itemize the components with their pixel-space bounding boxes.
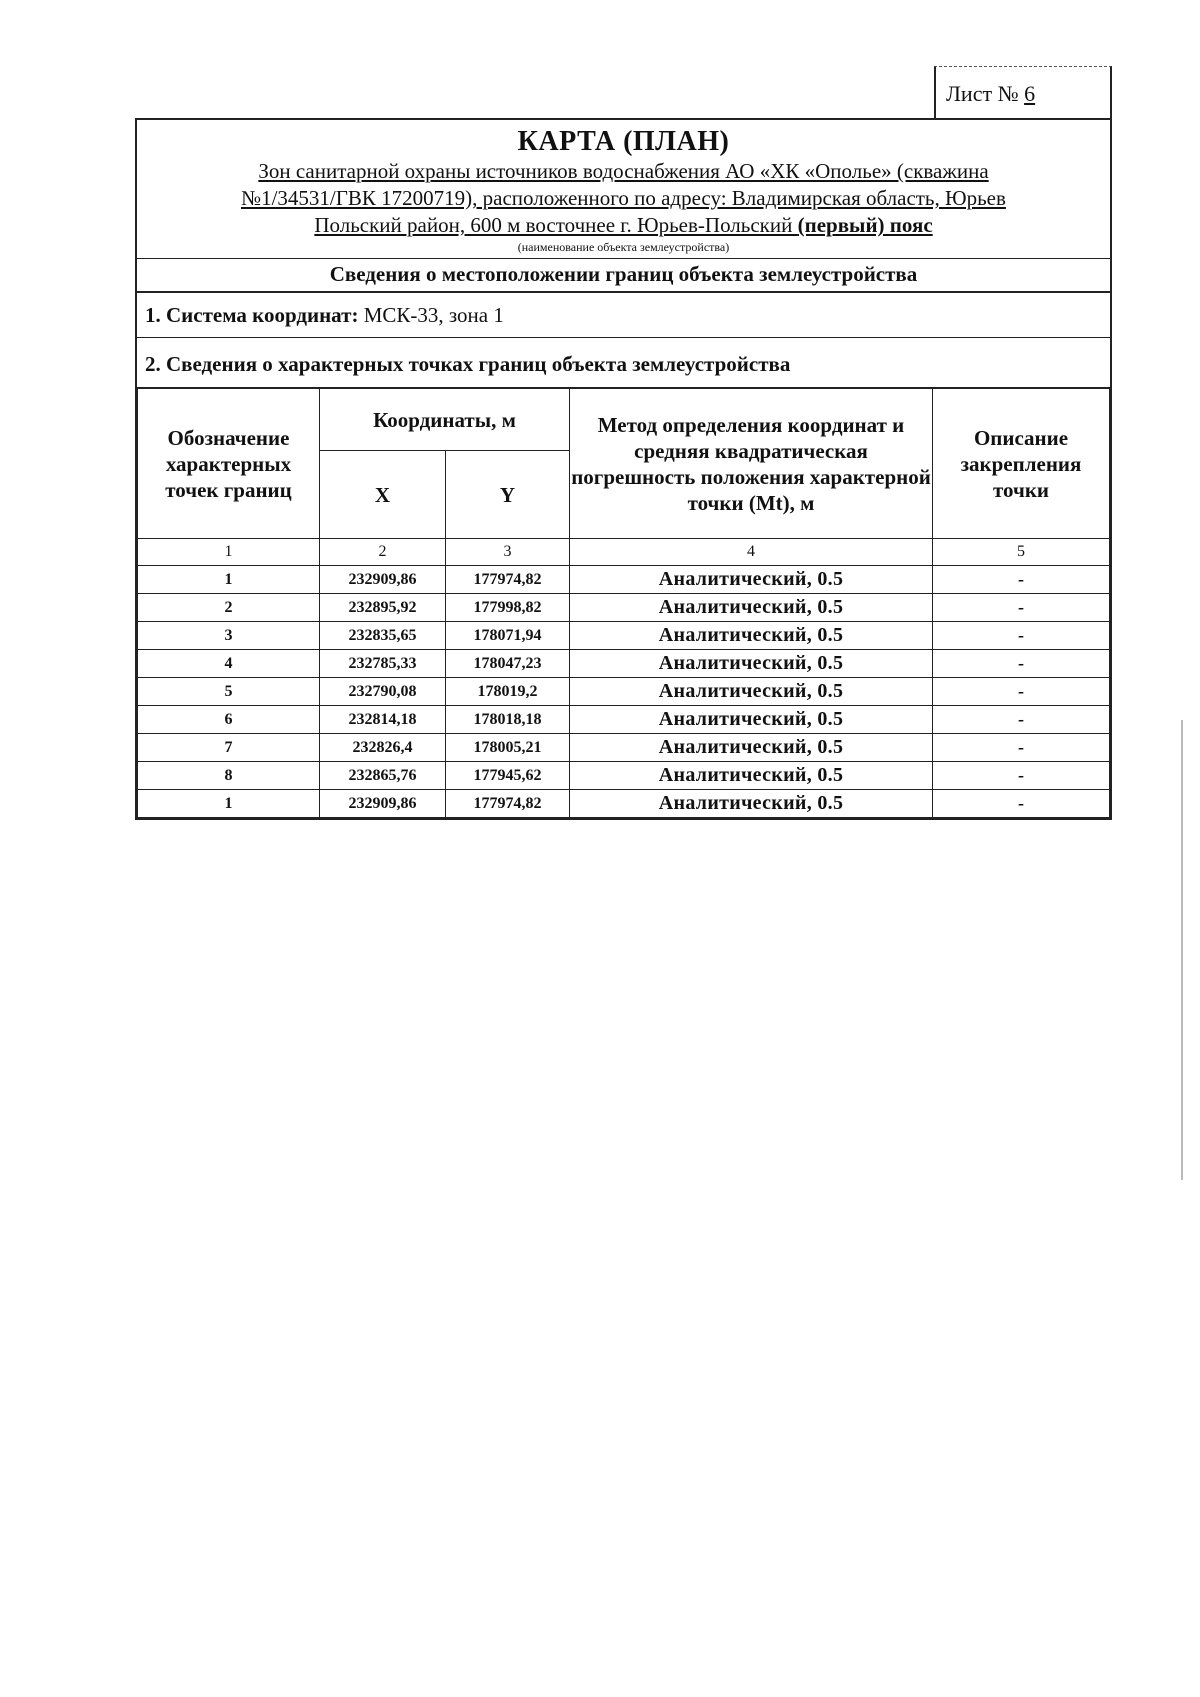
cell-point: 2 xyxy=(138,594,320,622)
cell-description: - xyxy=(933,734,1110,762)
cell-point: 1 xyxy=(138,566,320,594)
cell-description: - xyxy=(933,650,1110,678)
cell-point: 6 xyxy=(138,706,320,734)
header-coordinates: Координаты, м xyxy=(320,389,570,451)
table-row xyxy=(138,566,1110,594)
cell-method: Аналитический, 0.5 xyxy=(570,762,933,790)
cell-description: - xyxy=(933,622,1110,650)
document-title: КАРТА (ПЛАН) xyxy=(517,126,730,157)
header-block xyxy=(137,120,1110,259)
table-row xyxy=(138,762,1110,790)
sheet-number: 6 xyxy=(1024,81,1036,106)
cell-y: 177998,82 xyxy=(446,594,570,622)
table-row xyxy=(138,706,1110,734)
cell-y: 177974,82 xyxy=(446,566,570,594)
cell-x: 232865,76 xyxy=(320,762,446,790)
table-row xyxy=(138,678,1110,706)
table-body xyxy=(138,539,1110,818)
points-section-title: 2. Сведения о характерных точках границ объекта землеустройства xyxy=(137,338,1110,388)
object-name-caption: (наименование объекта землеустройства) xyxy=(517,240,730,254)
cell-x: 232790,08 xyxy=(320,678,446,706)
header-designation: Обозначение характерных точек границ xyxy=(138,389,320,539)
cell-y: 178047,23 xyxy=(446,650,570,678)
cell-description: - xyxy=(933,706,1110,734)
cell-x: 232835,65 xyxy=(320,622,446,650)
header-description: Описание закрепления точки xyxy=(933,389,1110,539)
object-name-line-1: Зон санитарной охраны источников водоснабжения АО «ХК «Ополье» (скважина xyxy=(258,159,989,183)
cell-x: 232814,18 xyxy=(320,706,446,734)
object-name-line-3-bold: (первый) пояс xyxy=(797,213,933,237)
cell-method: Аналитический, 0.5 xyxy=(570,622,933,650)
table-row xyxy=(138,790,1110,818)
cell-x: 232909,86 xyxy=(320,790,446,818)
cell-x: 232785,33 xyxy=(320,650,446,678)
cell-y: 178071,94 xyxy=(446,622,570,650)
cell-y: 177974,82 xyxy=(446,790,570,818)
object-name-line-2: №1/34531/ГВК 17200719), расположенного по адресу: Владимирская область, Юрьев xyxy=(241,186,1006,210)
cell-y: 177945,62 xyxy=(446,762,570,790)
scan-edge-mark xyxy=(1181,720,1183,1180)
sheet-label: Лист № xyxy=(946,81,1019,106)
cell-point: 8 xyxy=(138,762,320,790)
column-number-row xyxy=(138,539,1110,566)
sheet-number-box xyxy=(934,66,1112,118)
column-number-4: 4 xyxy=(570,539,933,566)
cell-point: 7 xyxy=(138,734,320,762)
cell-description: - xyxy=(933,790,1110,818)
cell-point: 1 xyxy=(138,790,320,818)
object-name-line-3-regular: Польский район, 600 м восточнее г. Юрьев-Польский xyxy=(314,213,798,237)
object-name xyxy=(145,158,1102,239)
points-table xyxy=(137,388,1110,818)
cell-method: Аналитический, 0.5 xyxy=(570,706,933,734)
cell-method: Аналитический, 0.5 xyxy=(570,650,933,678)
document-frame xyxy=(135,118,1112,820)
object-name-line-3 xyxy=(145,212,1102,239)
cell-method: Аналитический, 0.5 xyxy=(570,734,933,762)
column-number-5: 5 xyxy=(933,539,1110,566)
coordinate-system-label: 1. Система координат: xyxy=(145,303,359,327)
cell-x: 232909,86 xyxy=(320,566,446,594)
header-y: Y xyxy=(446,451,570,539)
coordinate-system xyxy=(137,293,1110,338)
cell-point: 5 xyxy=(138,678,320,706)
cell-method: Аналитический, 0.5 xyxy=(570,678,933,706)
column-number-3: 3 xyxy=(446,539,570,566)
column-number-1: 1 xyxy=(138,539,320,566)
table-row xyxy=(138,622,1110,650)
cell-y: 178018,18 xyxy=(446,706,570,734)
cell-x: 232895,92 xyxy=(320,594,446,622)
section-header: Сведения о местоположении границ объекта землеустройства xyxy=(137,259,1110,293)
cell-x: 232826,4 xyxy=(320,734,446,762)
table-row xyxy=(138,650,1110,678)
cell-method: Аналитический, 0.5 xyxy=(570,594,933,622)
cell-point: 3 xyxy=(138,622,320,650)
table-row xyxy=(138,734,1110,762)
table-row xyxy=(138,594,1110,622)
cell-description: - xyxy=(933,566,1110,594)
cell-point: 4 xyxy=(138,650,320,678)
cell-description: - xyxy=(933,762,1110,790)
cell-y: 178005,21 xyxy=(446,734,570,762)
cell-method: Аналитический, 0.5 xyxy=(570,566,933,594)
cell-y: 178019,2 xyxy=(446,678,570,706)
cell-description: - xyxy=(933,678,1110,706)
header-method: Метод определения координат и средняя квадратическая погрешность положения характерной точки (Mt), м xyxy=(570,389,933,539)
cell-method: Аналитический, 0.5 xyxy=(570,790,933,818)
cell-description: - xyxy=(933,594,1110,622)
coordinate-system-value: МСК-33, зона 1 xyxy=(358,303,504,327)
header-x: X xyxy=(320,451,446,539)
column-number-2: 2 xyxy=(320,539,446,566)
